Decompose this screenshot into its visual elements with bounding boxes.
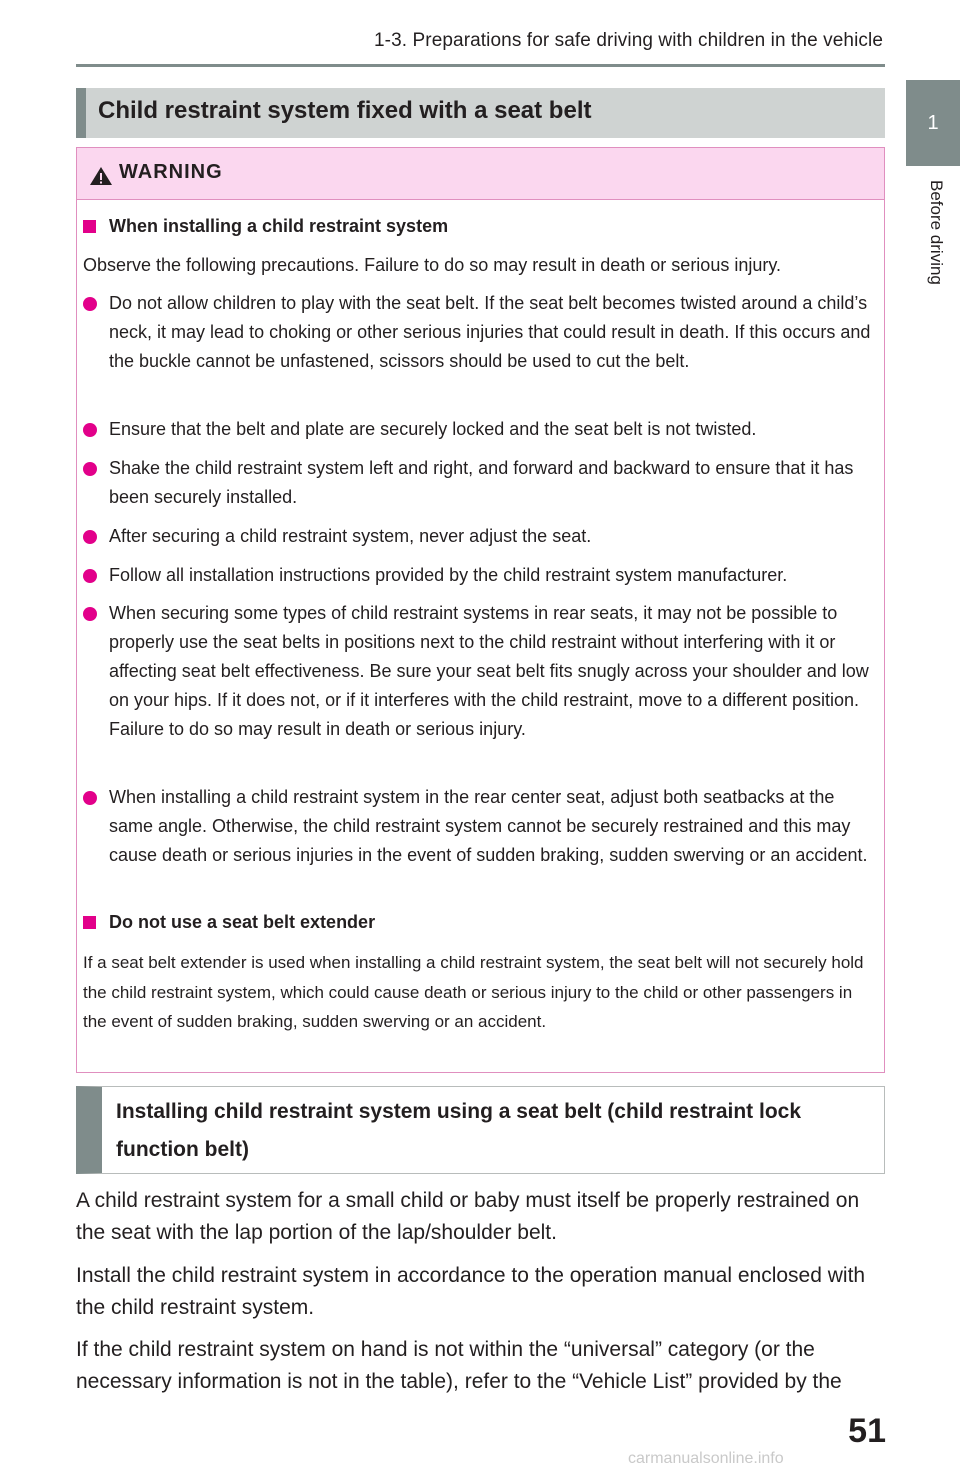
bullet-dot-icon [83, 530, 97, 544]
section-heading [76, 88, 885, 138]
warning-subheading-text: Do not use a seat belt extender [109, 912, 376, 932]
bullet-dot-icon [83, 791, 97, 805]
body-paragraph: If the child restraint system on hand is not within the “universal” category (or the necessary information is not in the table), refer to the “Vehicle List” provided by the [76, 1338, 842, 1393]
square-bullet-icon [83, 220, 96, 233]
warning-bullet-text: Ensure that the belt and plate are securely locked and the seat belt is not twisted. [109, 419, 757, 439]
page-number: 51 [848, 1412, 886, 1450]
warning-triangle-icon [89, 166, 113, 186]
warning-bullet-text: After securing a child restraint system, never adjust the seat. [109, 526, 592, 546]
bullet-dot-icon [83, 607, 97, 621]
warning-bullet-text: When installing a child restraint system in the rear center seat, adjust both seatbacks at the same angle. Otherwise, the child restraint system cannot be securely restrained and this may cause death or serious injuries in the event of sudden braking, sudden swerving or an accident. [109, 787, 868, 865]
warning-bullet-text: Do not allow children to play with the seat belt. If the seat belt becomes twisted around a child’s neck, it may lead to choking or other serious injuries that could result in death. If this occurs and the buckle cannot be unfastened, scissors should be used to cut the belt. [109, 293, 871, 371]
bullet-dot-icon [83, 423, 97, 437]
warning-bullet-text: Shake the child restraint system left and right, and forward and backward to ensure that it has been securely installed. [109, 458, 854, 507]
warning-intro-text: Observe the following precautions. Failure to do so may result in death or serious injury. [83, 255, 782, 275]
warning-bullet-text: When securing some types of child restraint systems in rear seats, it may not be possible to properly use the seat belts in positions next to the child restraint without interfering with it or affecting seat belt effectiveness. Be sure your seat belt fits snugly across your shoulder and low on your hips. If it does not, or if it interferes with the child restraint, move to a different position. Failure to do so may result in death or serious injury. [109, 603, 869, 739]
square-bullet-icon [83, 916, 96, 929]
chapter-tab-label: Before driving [927, 180, 946, 285]
warning-subheading-text: When installing a child restraint system [109, 216, 449, 236]
subsection-heading [76, 1086, 885, 1174]
warning-box [76, 147, 885, 1073]
warning-label: WARNING [119, 161, 223, 183]
header-rule [76, 64, 885, 67]
warning-paragraph-text: If a seat belt extender is used when installing a child restraint system, the seat belt will not securely hold the child restraint system, which could cause death or serious injury to the child or other passengers in the event of sudden braking, sudden swerving or an accident. [83, 953, 864, 1031]
bullet-dot-icon [83, 462, 97, 476]
section-title: Child restraint system fixed with a seat belt [98, 97, 592, 124]
subsection-title: Installing child restraint system using a seat belt (child restraint lock function belt) [116, 1100, 802, 1161]
body-paragraph: A child restraint system for a small child or baby must itself be properly restrained on the seat with the lap portion of the lap/shoulder belt. [76, 1189, 860, 1244]
body-paragraph: Install the child restraint system in accordance to the operation manual enclosed with the child restraint system. [76, 1264, 866, 1319]
chapter-tab: 1 [906, 80, 960, 166]
watermark: carmanualsonline.info [628, 1450, 784, 1467]
warning-bullet-text: Follow all installation instructions provided by the child restraint system manufacturer. [109, 565, 788, 585]
bullet-dot-icon [83, 569, 97, 583]
warning-header [77, 148, 884, 200]
running-header: 1-3. Preparations for safe driving with children in the vehicle [373, 30, 883, 51]
bullet-dot-icon [83, 297, 97, 311]
